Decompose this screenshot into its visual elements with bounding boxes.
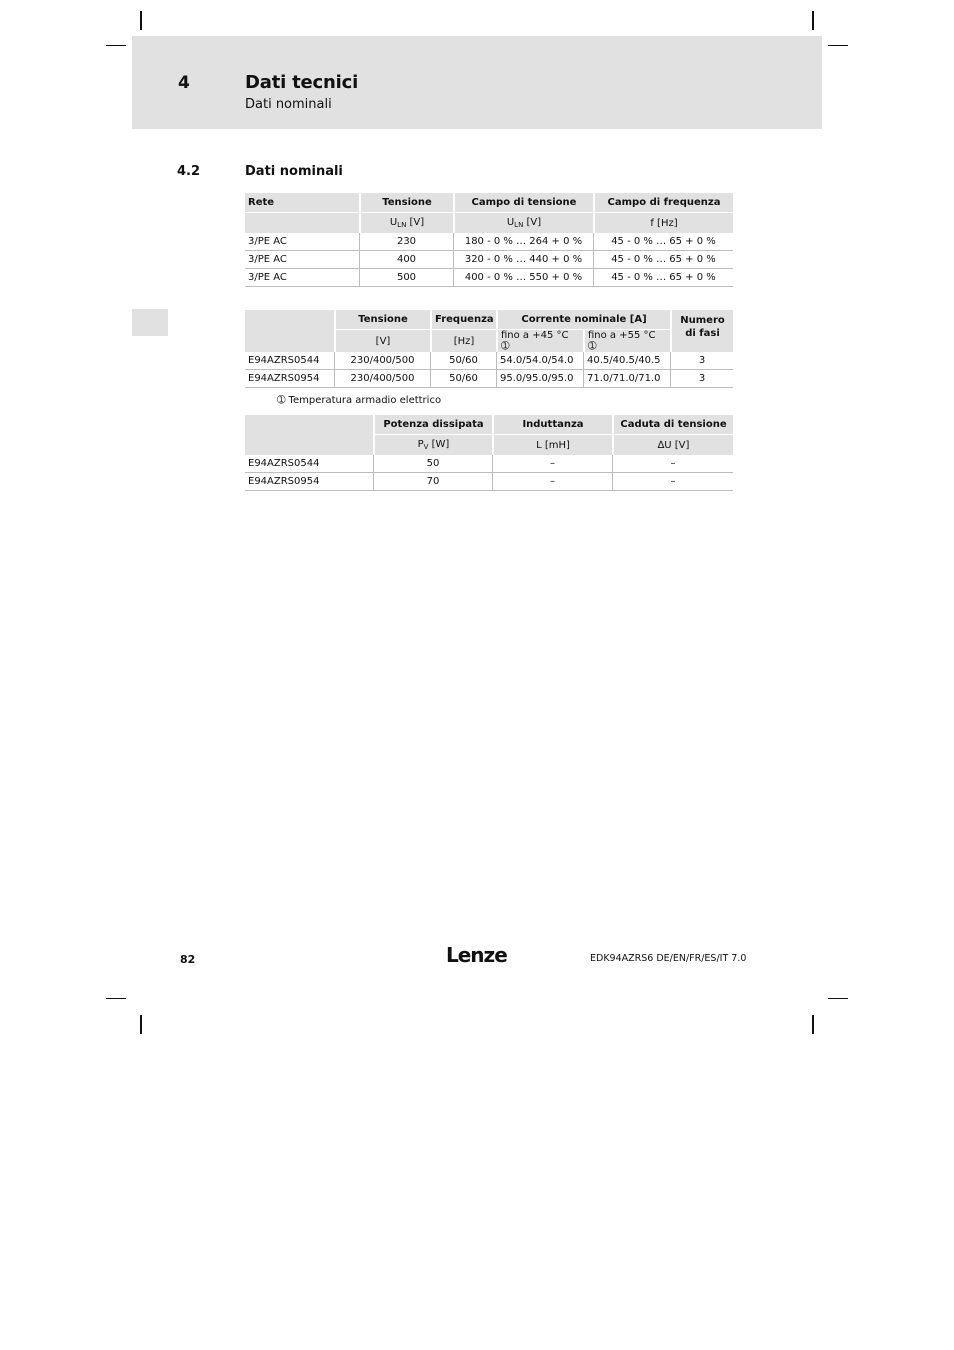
chapter-subtitle: Dati nominali — [245, 97, 332, 112]
unit-campo-frequenza: f [Hz] — [593, 213, 733, 233]
col-header-tensione: Tensione — [359, 193, 453, 213]
table-row: E94AZRS0954 70 – – — [245, 473, 733, 491]
unit-potenza: $P_V$ [W] — [373, 435, 492, 455]
section-title: Dati nominali — [245, 164, 343, 179]
crop-mark — [106, 45, 126, 46]
crop-mark — [106, 998, 126, 999]
chapter-number: 4 — [178, 73, 190, 93]
col-header-campo-tensione: Campo di tensione — [453, 193, 593, 213]
col-header-rete: Rete — [245, 193, 359, 213]
crop-mark — [812, 1015, 814, 1034]
col-header-empty — [245, 310, 334, 352]
table-row: 3/PE AC 230 180 - 0 % … 264 + 0 % 45 - 0 % … 65 + 0 % — [245, 233, 733, 251]
lenze-logo: Lenze — [446, 943, 507, 967]
crop-mark — [812, 11, 814, 30]
unit-cell-empty — [245, 213, 359, 233]
crop-mark — [828, 998, 848, 999]
table-row: 3/PE AC 500 400 - 0 % … 550 + 0 % 45 - 0 % … 65 + 0 % — [245, 269, 733, 287]
document-code: EDK94AZRS6 DE/EN/FR/ES/IT 7.0 — [590, 953, 747, 964]
table-row: 3/PE AC 400 320 - 0 % … 440 + 0 % 45 - 0 % … 65 + 0 % — [245, 251, 733, 269]
col-header-empty — [245, 415, 373, 455]
unit-corrente-45: fino a +45 °C ➀ — [496, 330, 583, 352]
page-number: 82 — [180, 953, 196, 966]
table-row: E94AZRS0954 230/400/500 50/60 95.0/95.0/95.0 71.0/71.0/71.0 3 — [245, 370, 733, 388]
table-row: E94AZRS0544 230/400/500 50/60 54.0/54.0/54.0 40.5/40.5/40.5 3 — [245, 352, 733, 370]
unit-induttanza: L [mH] — [492, 435, 612, 455]
col-header-corrente: Corrente nominale [A] — [496, 310, 670, 330]
side-tab-marker — [132, 309, 168, 336]
col-header-frequenza: Frequenza — [430, 310, 496, 330]
crop-mark — [140, 1015, 142, 1034]
section-number: 4.2 — [177, 164, 201, 179]
unit-tensione: [V] — [334, 330, 430, 352]
table-row: E94AZRS0544 50 – – — [245, 455, 733, 473]
mains-table — [245, 193, 733, 287]
footnote: ➀ Temperatura armadio elettrico — [277, 395, 442, 406]
unit-corrente-55: fino a +55 °C ➀ — [583, 330, 670, 352]
col-header-caduta: Caduta di tensione — [612, 415, 733, 435]
crop-mark — [140, 11, 142, 30]
col-header-fasi: Numero di fasi — [670, 310, 733, 352]
crop-mark — [828, 45, 848, 46]
col-header-campo-frequenza: Campo di frequenza — [593, 193, 733, 213]
header-band — [132, 36, 822, 129]
unit-tensione: $U_{LN}$ [V] — [359, 213, 453, 233]
unit-caduta: ∆U [V] — [612, 435, 733, 455]
col-header-tensione: Tensione — [334, 310, 430, 330]
power-loss-table — [245, 415, 733, 491]
unit-frequenza: [Hz] — [430, 330, 496, 352]
col-header-potenza: Potenza dissipata — [373, 415, 492, 435]
col-header-induttanza: Induttanza — [492, 415, 612, 435]
unit-campo-tensione: $U_{LN}$ [V] — [453, 213, 593, 233]
rated-current-table — [245, 310, 733, 388]
chapter-title: Dati tecnici — [245, 72, 359, 93]
